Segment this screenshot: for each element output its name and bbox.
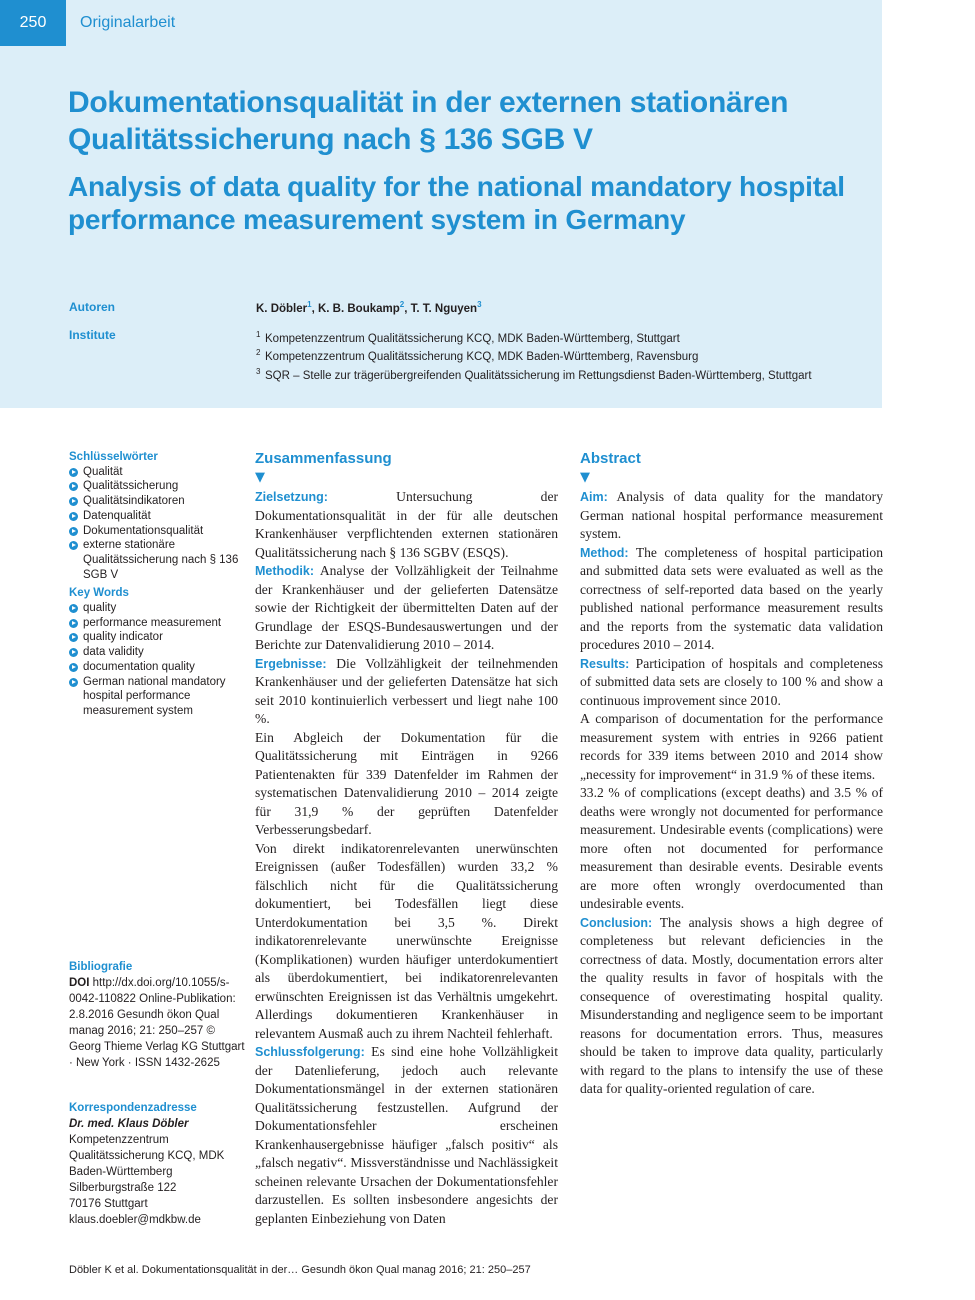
paragraph-text: Participation of hospitals and completeness of submitted data sets are closely to 100 % and show a continuous improvement since 2010. [580, 655, 883, 708]
institute-number: 2 [256, 348, 261, 358]
author-name: K. B. Boukamp [317, 302, 400, 315]
paragraph-text: Es sind eine hohe Vollzähligkeit der Datenlieferung, jedoch auch relevante Dokumentationsmängel in der externen stationären Qualitätssicherung festzustellen. Aufgrund der Dokumentationsfehler erscheinen Krankenhausergebnisse häufiger „falsch positiv“ als „falsch negativ“. Missverständnisse und Nachlässigkeit scheinen relevante Ursachen der Dokumentationsfehler darzustellen. Es sollten insbesondere angesichts der geplanten Einbeziehung von Daten [255, 1044, 558, 1226]
keyword-item: Qualitätssicherung [69, 479, 239, 494]
page-footer: Döbler K et al. Dokumentationsqualität in der… Gesundh ökon Qual manag 2016; 21: 250–257 [69, 1264, 531, 1276]
bibliography-text [69, 975, 249, 1071]
abstract-paragraph [580, 544, 883, 655]
paragraph-text: The analysis shows a high degree of completeness but relevant deficiencies in the correctness of data. Mostly, documentation errors alter the quality results in favor of hospitals with the consequence of overestimating hospital quality. Misunderstanding and negligence seem to be important reasons for documentation errors. Thus, measures should be taken to improve data quality, particularly with regard to the plans to intensify the use of these data for quality-oriented regulation of care. [580, 914, 884, 1096]
paragraph-text: Analysis of data quality for the mandatory German national hospital performance measurement system. [580, 489, 884, 541]
abstract-paragraph [255, 655, 558, 729]
abstract-paragraph: 33.2 % of complications (except deaths) and 3.5 % of deaths were wrongly not documented for performance measurement. Undesirable events (complications) were more often not documented for performance measurement than desirable events. Desirable events are more often wrongly overdocumented than undesirable events. [580, 785, 883, 911]
abstract-heading: Abstract [580, 450, 641, 467]
correspondence-line: Silberburgstraße 122 [69, 1182, 177, 1194]
institute-item [256, 365, 812, 383]
paragraph-label: Conclusion: [580, 915, 653, 930]
institute-text: SQR – Stelle zur trägerübergreifenden Qualitätssicherung im Rettungsdienst Baden-Württemberg, Stuttgart [265, 369, 812, 382]
keywords-german-heading: Schlüsselwörter [69, 451, 158, 463]
institutes-label: Institute [69, 328, 116, 342]
institute-text: Kompetenzzentrum Qualitätssicherung KCQ, MDK Baden-Württemberg, Stuttgart [265, 332, 680, 345]
correspondence-line: 70176 Stuttgart [69, 1198, 148, 1210]
author-affiliation-mark: 2 [399, 300, 405, 309]
paragraph-label: Method: [580, 545, 629, 560]
doi-label: DOI [69, 977, 90, 989]
paragraph-label: Results: [580, 656, 630, 671]
keywords-sidebar [69, 450, 239, 719]
correspondence-email: klaus.doebler@mdkbw.de [69, 1214, 201, 1226]
abstract-paragraph [580, 914, 883, 1099]
abstract-paragraph [580, 655, 883, 711]
paragraph-label: Schlussfolgerung: [255, 1045, 365, 1059]
institute-number: 1 [256, 330, 261, 339]
paragraph-label: Aim: [580, 490, 608, 504]
keyword-item: Qualität [69, 465, 239, 480]
zusammenfassung-column [255, 450, 558, 1228]
author-name: K. Döbler [256, 302, 308, 315]
article-title-english: Analysis of data quality for the national mandatory hospital performance measurement system in Germany [68, 171, 845, 235]
paragraph-text: Untersuchung der Dokumentationsqualität in der für alle deutschen Krankenhäuser verpflichtenden externen stationären Qualitätssicherung nach § 136 SGBV (ESQS). [255, 489, 558, 560]
keyword-item: quality indicator [69, 630, 239, 645]
author-affiliation-mark: 3 [477, 300, 482, 309]
zusammenfassung-heading: Zusammenfassung [255, 450, 392, 467]
paragraph-label: Zielsetzung: [255, 490, 328, 504]
institute-list [256, 328, 812, 383]
correspondence-block [69, 1100, 249, 1228]
paragraph-text: Analyse der Vollzähligkeit der Teilnahme der Krankenhäuser und der gelieferten Datensätze sowie der Richtigkeit der übermittelten Daten auf der Grundlage der ESQS-Bundesauswertungen und der Berichte zur Datenvalidierung 2010 – 2014. [255, 563, 558, 652]
keyword-item: Datenqualität [69, 509, 239, 524]
correspondence-name: Dr. med. Klaus Döbler [69, 1118, 189, 1130]
abstract-paragraph [580, 488, 883, 544]
institute-item [256, 328, 812, 346]
keyword-item: quality [69, 601, 239, 616]
keyword-item: performance measurement [69, 616, 239, 631]
keyword-item: documentation quality [69, 660, 239, 675]
correspondence-line: Qualitätssicherung KCQ, MDK [69, 1150, 225, 1162]
bibliography-block [69, 959, 249, 1071]
institute-number: 3 [256, 366, 261, 376]
page-number: 250 [0, 0, 66, 46]
bibliography-details: http://dx.doi.org/10.1055/s-0042-110822 Online-Publikation: 2.8.2016 Gesundh ökon Qual manag 2016; 21: 250–257 © Georg Thieme Verlag KG Stuttgart · New York · ISSN 1432-2625 [69, 977, 245, 1069]
keywords-german-list [69, 465, 239, 583]
correspondence-line: Kompetenzzentrum [69, 1134, 169, 1146]
paragraph-text: The completeness of hospital participation and submitted data sets were evaluated as well as the correctness of self-reported data based on the yearly published national performance measurement results and the reports from the systematic data validation procedures 2010 – 2014. [580, 544, 884, 652]
keyword-item: German national mandatory hospital performance measurement system [69, 675, 239, 719]
abstract-paragraph: A comparison of documentation for the performance measurement system with entries in 9266 patient records for 339 items between 2010 and 2014 show „necessity for improvement“ in 31.9 % of these items. [580, 711, 883, 782]
abstract-column [580, 450, 883, 1099]
paragraph-text: Die Vollzähligkeit der teilnehmenden Krankenhäuser und der gelieferten Datensätze hat sich seit 2010 kontinuierlich verbessert und liegt nahe 100 %. [255, 655, 558, 726]
paragraph-label: Ergebnisse: [255, 656, 327, 671]
keywords-english-list [69, 601, 239, 719]
abstract-paragraph: Ein Abgleich der Dokumentation für die Qualitätssicherung mit Einträgen in 9266 Patientenakten für 339 Datenfelder im Rahmen der systematischen Datenvalidierung 2010 – 2014 zeigte für 31,9 % der geprüften Datenfelder Verbesserungsbedarf. [255, 729, 558, 837]
institute-text: Kompetenzzentrum Qualitätssicherung KCQ, MDK Baden-Württemberg, Ravensburg [265, 351, 699, 364]
author-affiliation-mark: 1 [307, 300, 312, 309]
correspondence-line: Baden-Württemberg [69, 1166, 173, 1178]
keyword-item: externe stationäre Qualitätssicherung nach § 136 SGB V [69, 538, 239, 582]
paragraph-label: Methodik: [255, 564, 315, 578]
keyword-item: data validity [69, 645, 239, 660]
article-title-german: Dokumentationsqualität in der externen stationären Qualitätssicherung nach § 136 SGB V [68, 86, 789, 156]
abstract-paragraph [255, 488, 558, 562]
institute-item [256, 346, 812, 364]
correspondence-heading: Korrespondenzadresse [69, 1102, 197, 1114]
keyword-item: Dokumentationsqualität [69, 524, 239, 539]
abstract-paragraph [255, 562, 558, 655]
author-list: K. Döbler$^1$, K. B. Boukamp$^2$, T. T. Nguyen$^3$ [256, 300, 482, 315]
abstract-paragraph [255, 1043, 558, 1228]
author-name: T. T. Nguyen [410, 302, 478, 315]
authors-label: Autoren [69, 300, 115, 314]
bibliography-heading: Bibliografie [69, 961, 133, 973]
triangle-down-icon: ▼ [255, 470, 265, 485]
keyword-item: Qualitätsindikatoren [69, 494, 239, 509]
triangle-down-icon: ▼ [580, 470, 590, 485]
keywords-english-heading: Key Words [69, 587, 129, 600]
section-label: Originalarbeit [80, 14, 176, 31]
abstract-paragraph: Von direkt indikatorenrelevanten unerwünschten Ereignissen (außer Todesfällen) wurden 33,2 % fälschlich nicht für die Qualitätssicherung dokumentiert, bei Todesfällen liegt diese Unterdokumentation bei 3,5 %. Direkt indikatorenrelevante unerwünschte Ereignisse (Komplikationen) wurden häufiger unterdokumentiert als überdokumentiert, bei indikatorenrelevanten erwünschten Ereignissen ist das Verhältnis umgekehrt. Allerdings dokumentieren Krankenhäuser in relevantem Ausmaß auch zu ihrem Nachteil fehlerhaft. [255, 840, 558, 1041]
